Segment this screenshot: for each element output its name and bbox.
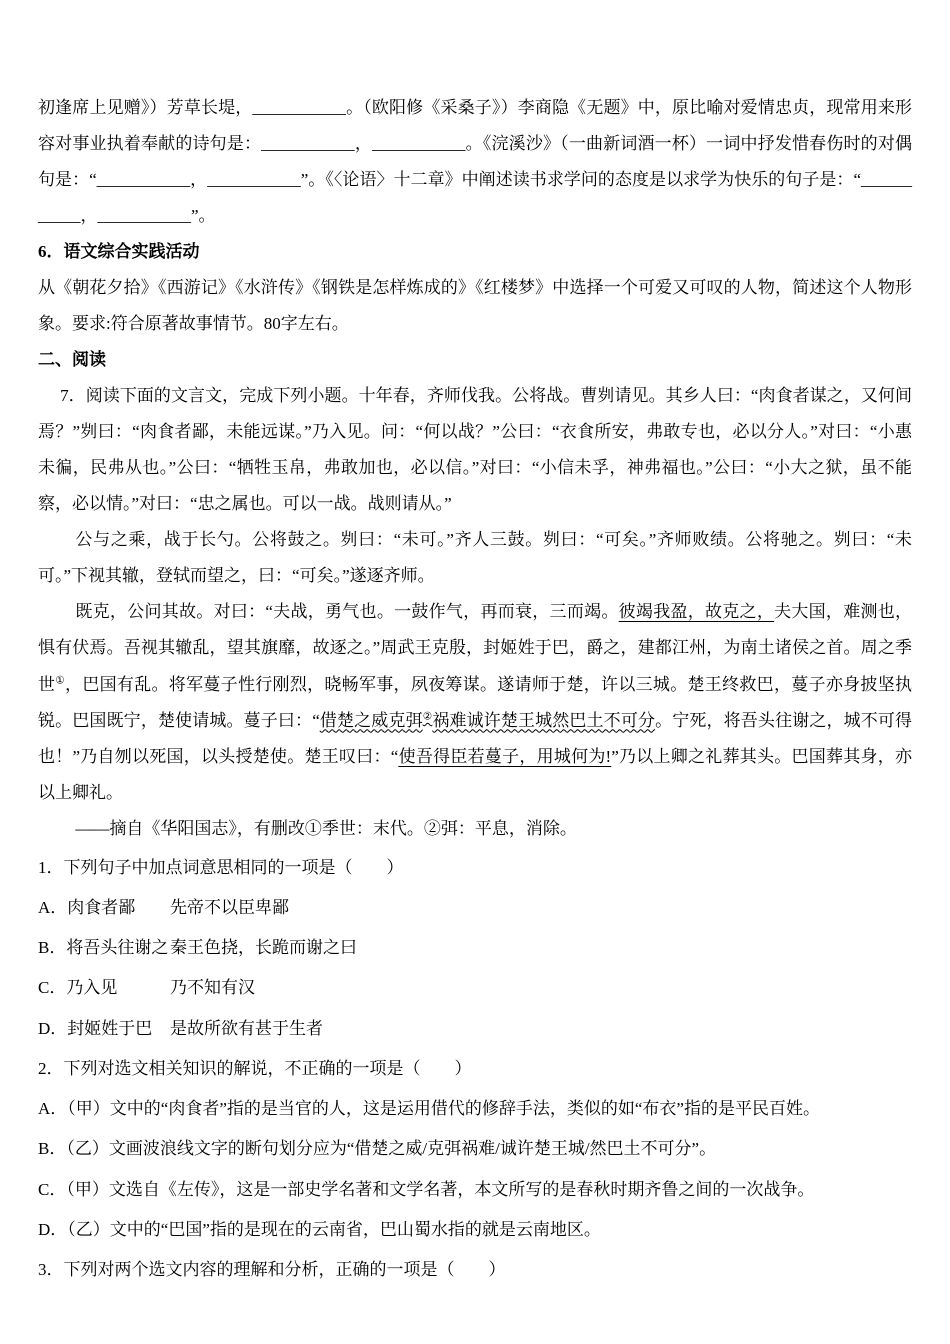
passage-paragraph-3 [38, 594, 912, 810]
option-label: C． [38, 1179, 67, 1199]
q1-option-d-left [38, 1010, 170, 1048]
questions-area [38, 849, 912, 1290]
passage-text: ”乃以上卿之礼葬其头。巴国葬其身，亦以上卿礼。 [38, 746, 913, 802]
q6-body: 从《朝花夕拾》《西游记》《水浒传》《钢铁是怎样炼成的》《红楼梦》中选择一个可爱又可叹的人物，简述这个人物形象。要求:符合原著故事情节。80字左右。 [38, 278, 912, 334]
option-phrase: 封姬姓于巴 [67, 1018, 153, 1038]
wavy-underlined-text: 借楚之威克弭 [319, 710, 423, 730]
passage-source-note: ——摘自《华阳国志》，有删改①季世：末代。②弭：平息，消除。 [75, 818, 577, 838]
q1-option-b [38, 929, 912, 967]
passage-text: 既克，公问其故。对曰：“夫战，勇气也。一鼓作气，再而衰，三而竭。 [75, 602, 619, 622]
q2-option-c [38, 1171, 912, 1209]
section-two-heading: 二、阅读 [38, 350, 106, 370]
passage-text: 。宁死，将吾头往谢之，城不可得也！”乃自刎以死国，以头授楚使。楚王叹曰：“ [38, 710, 913, 766]
option-label: A． [38, 1099, 68, 1119]
q2-option-c-text: （甲）文选自《左传》，这是一部史学名著和文学名著，本文所写的是春秋时期齐鲁之间的一次战争。 [66, 1179, 815, 1199]
footnote-ref-2: ② [422, 710, 433, 722]
passage-text: 夫大国，难测也，惧有伏焉。吾视其辙乱，望其旗靡，故逐之。”周武王克殷，封姬姓于巴，爵之，建都江州，为南土诸侯之首。周之季世 [38, 602, 913, 694]
q1-option-d [38, 1010, 912, 1048]
q2-option-b-text: （乙）文画波浪线文字的断句划分应为“借楚之威/克弭祸难/诚许楚王城/然巴土不可分”。 [66, 1139, 717, 1159]
q1-stem: 1．下列句子中加点词意思相同的一项是（ ） [38, 857, 404, 877]
passage-paragraph-2: 公与之乘，战于长勺。公将鼓之。刿曰：“未可。”齐人三鼓。刿曰：“可矣。”齐师败绩。公将驰之。刿曰：“未可。”下视其辙，登轼而望之，曰：“可矣。”遂逐齐师。 [38, 530, 912, 586]
q2-option-d-text: （乙）文中的“巴国”指的是现在的云南省，巴山蜀水指的就是云南地区。 [67, 1219, 601, 1239]
q1-option-c [38, 969, 912, 1007]
underlined-text: 彼竭我盈，故克之， [618, 602, 775, 622]
wavy-underlined-text: 祸难诚许楚王城然巴土不可分 [432, 710, 656, 730]
q3-stem: 3．下列对两个选文内容的理解和分析，正确的一项是（ ） [38, 1260, 506, 1280]
passage-paragraph-1: 7．阅读下面的文言文，完成下列小题。十年春，齐师伐我。公将战。曹刿请见。其乡人曰：“肉食者谋之，又何间焉？”刿曰：“肉食者鄙，未能远谋。”乃入见。问：“何以战？”公曰：“衣食所安，弗敢专也，必以分人。”对曰：“小惠未徧，民弗从也。”公曰：“牺牲玉帛，弗敢加也，必以信。”对曰：“小信未孚，神弗福也。”公曰：“小大之狱，虽不能察，必以情。”对曰：“忠之属也。可以一战。战则请从。” [38, 386, 912, 514]
q6-heading: 6．语文综合实践活动 [38, 242, 200, 262]
q2-option-a-text: （甲）文中的“肉食者”指的是当官的人，这是运用借代的修辞手法，类似的如“布衣”指的是平民百姓。 [67, 1099, 820, 1119]
passage-text: ，巴国有乱。将军蔓子性行刚烈，晓畅军事，夙夜筹谋。遂请师于楚，许以三城。楚王终救巴，蔓子亦身披坚执锐。巴国既宁，楚使请城。蔓子曰：“ [38, 674, 912, 730]
underlined-text: 使吾得臣若蔓子，用城何为! [398, 746, 612, 766]
option-label: B． [38, 938, 67, 958]
option-phrase: 肉食者鄙 [67, 897, 136, 917]
q1-option-c-right: 乃不知有汉 [170, 978, 255, 998]
q1-option-b-left [38, 929, 170, 967]
option-label: D． [38, 1018, 68, 1038]
option-label: A． [38, 897, 68, 917]
option-phrase: 将吾头往谢之 [66, 938, 169, 958]
q1-option-c-left [38, 969, 170, 1007]
option-label: B． [38, 1139, 67, 1159]
q2-option-b [38, 1130, 912, 1168]
q2-option-d [38, 1211, 912, 1249]
q1-option-a-left [38, 889, 170, 927]
option-phrase: 乃入见 [66, 978, 118, 998]
intro-fill-blanks-paragraph: 初逢席上见赠》）芳草长堤，___________。（欧阳修《采桑子》）李商隐《无题》中，原比喻对爱情忠贞，现常用来形容对事业执着奉献的诗句是：___________，___________。《浣溪沙》（一曲新词酒一杯）一词中抒发惜春伤时的对偶句是：“___________，___________”。《〈论语〉十二章》中阐述读书求学问的态度是以求学为快乐的句子是：“___________，___________”。 [38, 98, 912, 226]
q2-option-a [38, 1090, 912, 1128]
q1-option-a [38, 889, 912, 927]
q1-option-a-right: 先帝不以臣卑鄙 [170, 897, 289, 917]
q2-stem: 2．下列对选文相关知识的解说，不正确的一项是（ ） [38, 1058, 472, 1078]
option-label: D． [38, 1219, 68, 1239]
q1-option-b-right: 秦王色挠，长跪而谢之曰 [170, 938, 357, 958]
footnote-ref-1: ① [55, 674, 66, 686]
q1-option-d-right: 是故所欲有甚于生者 [170, 1018, 323, 1038]
option-label: C． [38, 978, 67, 998]
